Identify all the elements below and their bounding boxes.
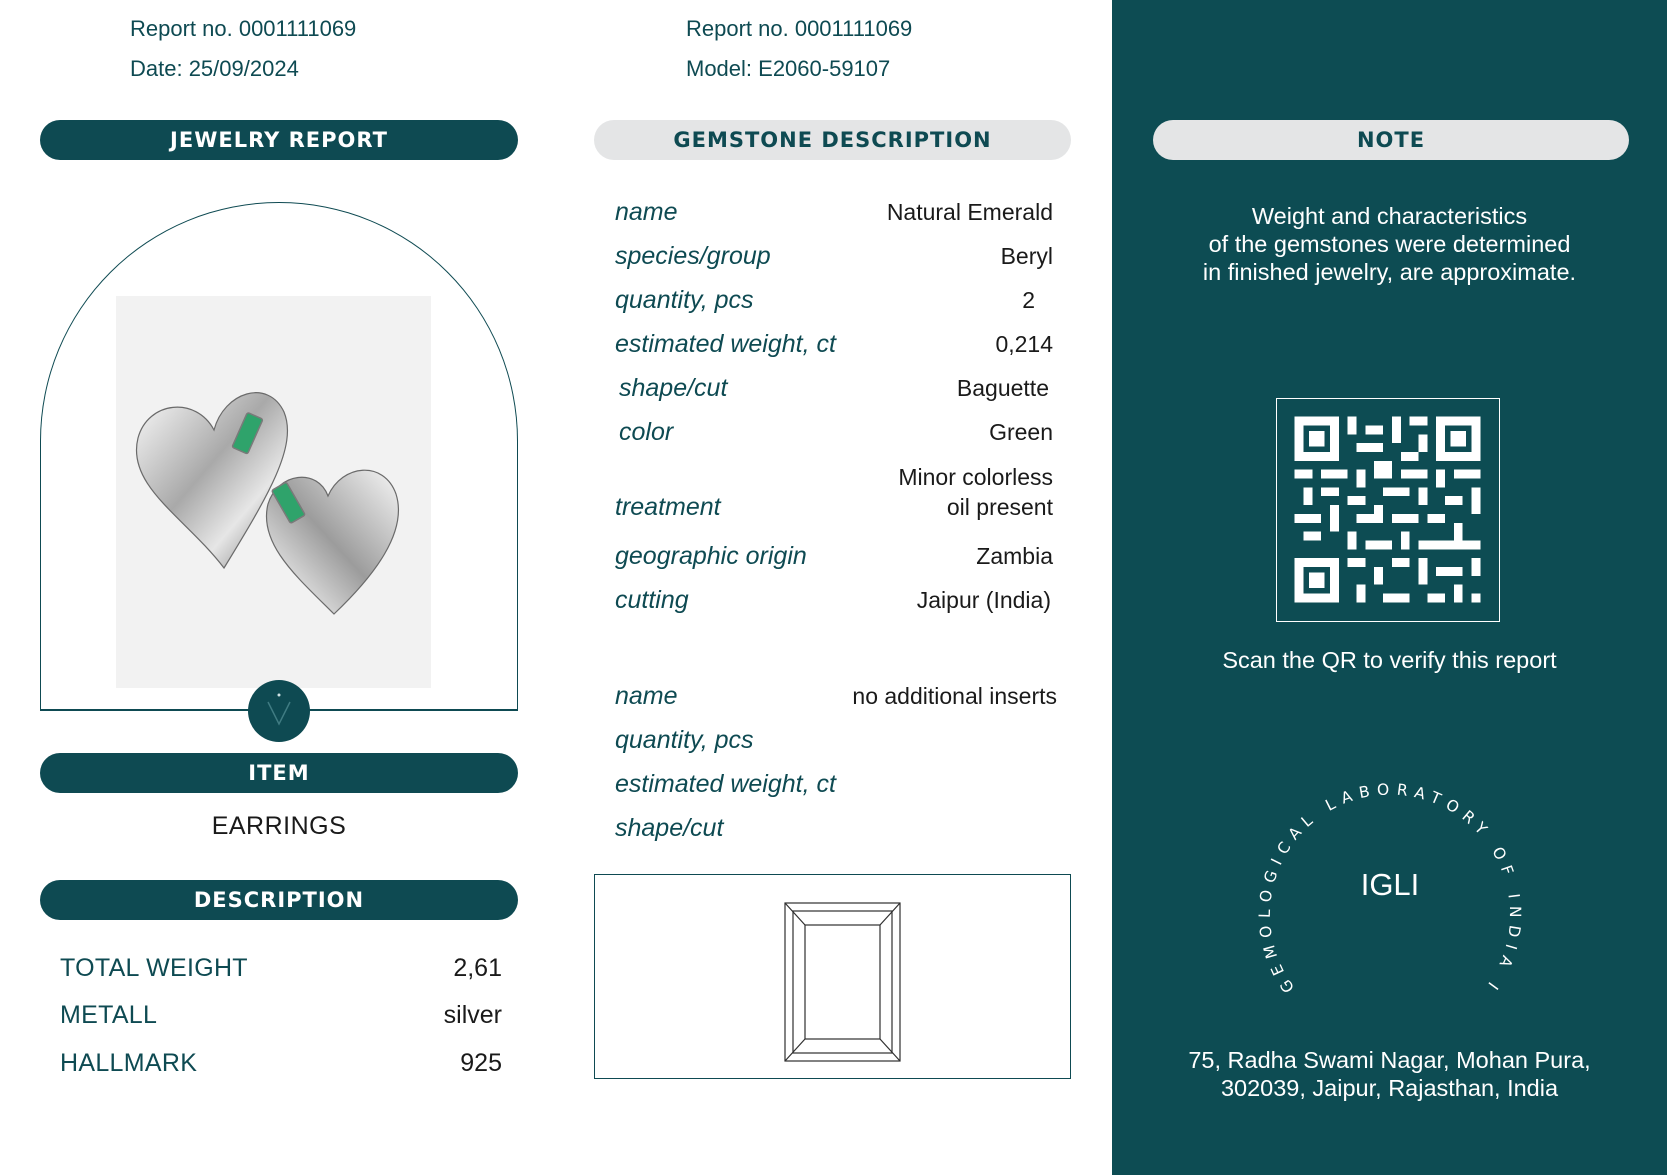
gemstone-value: 2 — [1022, 287, 1035, 313]
note-text-line2: of the gemstones were determined — [1208, 231, 1571, 257]
gemstone-description-heading: GEMSTONE DESCRIPTION — [594, 120, 1071, 160]
brand-logo-icon — [248, 680, 310, 742]
additional-label: quantity, pcs — [615, 726, 754, 754]
description-value: silver — [443, 1001, 502, 1029]
gemstone-value: Zambia — [976, 543, 1053, 569]
gemstone-row — [615, 542, 1053, 571]
gemstone-value: Beryl — [1000, 243, 1053, 269]
additional-label: name — [615, 682, 678, 710]
treatment-value-line1: Minor colorless — [898, 464, 1053, 490]
description-label: HALLMARK — [60, 1049, 198, 1077]
gemstone-value: Green — [989, 419, 1053, 445]
note-heading: NOTE — [1153, 120, 1629, 160]
gemstone-label: quantity, pcs — [615, 286, 754, 314]
gemstone-row — [615, 286, 1053, 315]
gemstone-row — [615, 462, 1053, 522]
description-row — [60, 1001, 502, 1030]
lab-abbreviation: IGLI — [1360, 867, 1420, 902]
gemstone-label: cutting — [615, 586, 689, 614]
lab-address — [1112, 1046, 1667, 1102]
gemstone-label: color — [619, 418, 674, 446]
gemstone-value: Jaipur (India) — [916, 587, 1051, 613]
description-value: 925 — [460, 1049, 502, 1077]
report-date: Date: 25/09/2024 — [130, 56, 299, 81]
additional-row — [615, 814, 1053, 843]
gemstone-label: geographic origin — [615, 542, 807, 570]
baguette-cut-diagram — [595, 875, 1072, 1080]
gemstone-row — [615, 242, 1053, 271]
gemstone-label: shape/cut — [619, 374, 728, 402]
additional-row — [615, 726, 1053, 755]
qr-code-icon — [1277, 399, 1498, 620]
note-text-line3: in finished jewelry, are approximate. — [1202, 259, 1577, 285]
report-number-2: Report no. 0001111069 — [686, 16, 913, 41]
lab-seal-icon — [1240, 748, 1540, 1048]
additional-value: no additional inserts — [852, 683, 1057, 709]
description-row — [60, 1049, 502, 1078]
note-text-line1: Weight and characteristics — [1251, 203, 1528, 229]
address-line2: 302039, Jaipur, Rajasthan, India — [1220, 1075, 1559, 1101]
jewelry-report-heading: JEWELRY REPORT — [40, 120, 518, 160]
heart-earrings-illustration — [116, 296, 431, 688]
address-line1: 75, Radha Swami Nagar, Mohan Pura, — [1188, 1047, 1591, 1073]
gemstone-value: Natural Emerald — [886, 199, 1053, 225]
additional-label: estimated weight, ct — [615, 770, 836, 798]
gemstone-row — [615, 418, 1053, 447]
gemstone-label: estimated weight, ct — [615, 330, 836, 358]
description-value: 2,61 — [453, 954, 502, 982]
qr-caption: Scan the QR to verify this report — [1222, 647, 1557, 673]
gemstone-label: name — [615, 198, 678, 226]
model-number: Model: E2060-59107 — [686, 56, 891, 81]
description-label: TOTAL WEIGHT — [60, 954, 248, 982]
cut-diagram-box — [594, 874, 1071, 1079]
additional-label: shape/cut — [615, 814, 724, 842]
item-heading: ITEM — [40, 753, 518, 793]
gemstone-row — [615, 374, 1053, 403]
gemstone-row — [615, 330, 1053, 359]
report-number: Report no. 0001111069 — [130, 16, 357, 41]
additional-row — [615, 770, 1053, 799]
item-value: EARRINGS — [211, 812, 347, 840]
gemstone-row — [615, 198, 1053, 227]
qr-code[interactable] — [1276, 398, 1500, 622]
description-label: METALL — [60, 1001, 158, 1029]
gemstone-label: species/group — [615, 242, 771, 270]
gemstone-value: Baguette — [956, 375, 1049, 401]
lab-seal-ring-text: GEMOLOGICAL LABORATORY OF INDIA I — [1255, 780, 1525, 999]
jewelry-photo — [116, 296, 431, 688]
gemstone-row — [615, 586, 1053, 615]
gemstone-value — [898, 462, 1053, 522]
treatment-value-line2: oil present — [946, 494, 1053, 520]
gemstone-value: 0,214 — [995, 331, 1053, 357]
gemstone-label: treatment — [615, 493, 721, 521]
heart-earring-left — [136, 393, 287, 568]
description-row — [60, 954, 502, 983]
additional-row — [615, 682, 1057, 711]
description-heading: DESCRIPTION — [40, 880, 518, 920]
note-text — [1112, 202, 1667, 286]
lab-seal — [1240, 748, 1540, 1048]
